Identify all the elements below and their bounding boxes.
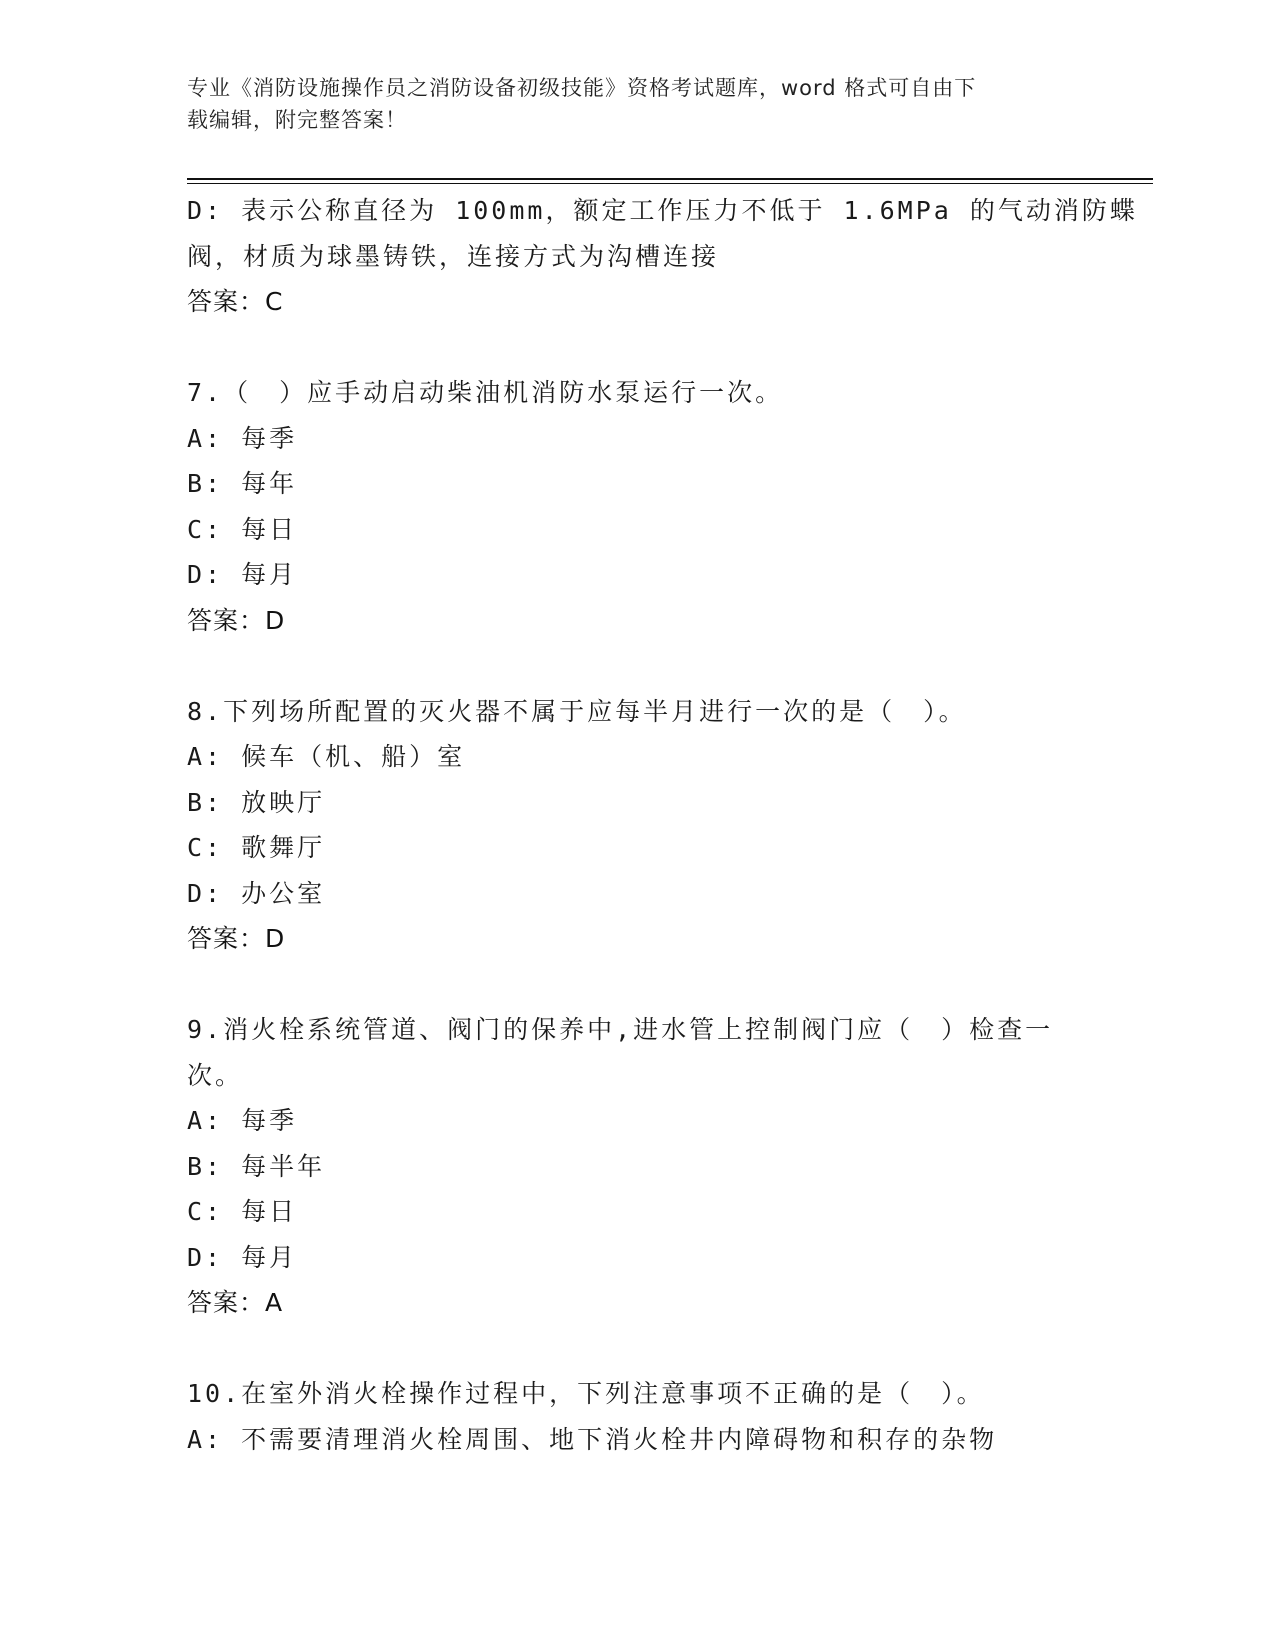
document-header [187, 72, 1077, 136]
option-d-continued: 阀，材质为球墨铸铁，连接方式为沟槽连接 [187, 241, 720, 271]
question-8 [187, 689, 1087, 962]
question-7 [187, 370, 1087, 643]
header-line-2: 载编辑，附完整答案！ [187, 108, 407, 132]
question-text-continued: 次。 [187, 1060, 244, 1090]
option-d: D: 每月 [187, 560, 298, 589]
option-b: B: 每半年 [187, 1151, 326, 1181]
option-c: C: 每日 [187, 514, 298, 544]
question-9 [187, 1007, 1087, 1326]
spacer [187, 325, 1087, 371]
option-b: B: 每年 [187, 469, 298, 498]
header-line-1: 专业《消防设施操作员之消防设备初级技能》资格考试题库，word 格式可自由下 [187, 76, 977, 100]
answer: 答案：C [187, 287, 284, 316]
option-a: A: 每季 [187, 1106, 298, 1135]
option-d: D: 每月 [187, 1242, 298, 1272]
question-list [187, 188, 1138, 1462]
spacer [187, 1326, 1087, 1372]
option-a: A: 候车（机、船）室 [187, 742, 466, 771]
question-text: 10.在室外消火栓操作过程中，下列注意事项不正确的是（ ）。 [187, 1379, 985, 1408]
header-divider-thin [187, 183, 1153, 184]
answer: 答案：D [187, 924, 286, 953]
option-a: A: 不需要清理消火栓周围、地下消火栓井内障碍物和积存的杂物 [187, 1424, 998, 1454]
spacer [187, 643, 1087, 689]
question-10 [187, 1371, 1087, 1462]
header-divider-thick [187, 178, 1153, 180]
option-a: A: 每季 [187, 423, 298, 453]
option-d: D: 办公室 [187, 878, 326, 908]
option-b: B: 放映厅 [187, 787, 326, 817]
question-text: 8.下列场所配置的灭火器不属于应每半月进行一次的是（ ）。 [187, 696, 967, 726]
option-d: D: 表示公称直径为 100mm，额定工作压力不低于 1.6MPa 的气动消防蝶 [187, 196, 1138, 225]
question-text: 9.消火栓系统管道、阀门的保养中,进水管上控制阀门应（ ）检查一 [187, 1015, 1054, 1044]
question-6 [187, 188, 1138, 325]
option-c: C: 每日 [187, 1197, 298, 1226]
answer: 答案：A [187, 1288, 284, 1317]
question-text: 7.（ ）应手动启动柴油机消防水泵运行一次。 [187, 378, 784, 407]
answer: 答案：D [187, 605, 286, 635]
option-c: C: 歌舞厅 [187, 833, 326, 862]
spacer [187, 962, 1087, 1008]
